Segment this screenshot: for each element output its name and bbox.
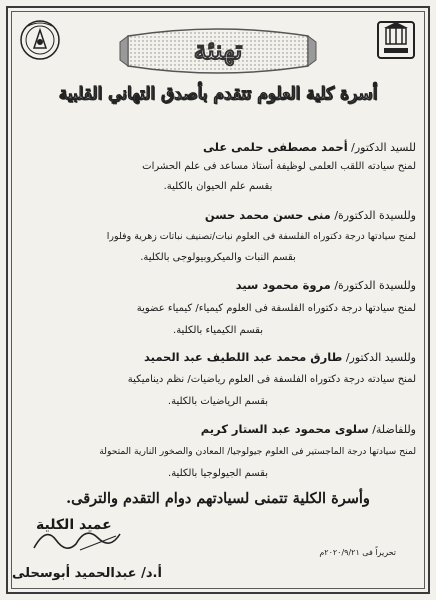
entry-1-title: للسيد الدكتور/ [351, 141, 416, 154]
entry-2-title: وللسيدة الدكتورة/ [334, 209, 416, 222]
university-logo-icon [374, 18, 418, 62]
entry-5-line-2: بقسم الجيولوجيا بالكلية. [168, 468, 268, 479]
entry-2-name-line [20, 208, 416, 223]
entry-3-title: وللسيدة الدكتورة/ [334, 279, 416, 292]
entry-1-name-line [20, 140, 416, 155]
entry-4-name-line [20, 350, 416, 365]
entry-2-name: منى حسن محمد حسن [204, 208, 331, 222]
entry-2-line-1: لمنح سيادتها درجة دكتوراه الفلسفة فى العلوم نبات/تصنيف نباتات زهرية وفلورا [106, 231, 416, 242]
entry-4-name: طارق محمد عبد اللطيف عبد الحميد [143, 350, 343, 364]
headline: أسرة كلية العلوم تتقدم بأصدق التهاني القلبية [58, 84, 378, 104]
entry-3-name: مروة محمود سيد [235, 278, 331, 292]
issue-date: تحريراً فى ٢٠٢٠/٩/٢١م [319, 548, 396, 557]
banner-title: تهنئة [193, 36, 243, 66]
entry-4-line-2: بقسم الرياضيات بالكلية. [167, 396, 269, 407]
entry-1-name: أحمد مصطفى حلمى على [202, 140, 348, 154]
faculty-logo-icon [18, 18, 62, 62]
entry-4-line-1: لمنح سيادته درجة دكتوراه الفلسفة فى العلوم رياضيات/ نظم ديناميكية [127, 374, 416, 385]
entry-3-line-1: لمنح سيادتها درجة دكتوراه الفلسفة فى العلوم كيمياء/ كيمياء عضوية [136, 303, 416, 314]
signatory-name: أ.د/ عبدالحميد أبوسحلى [12, 566, 162, 581]
entry-5-name-line [20, 422, 416, 437]
dean-title: عميد الكلية [36, 517, 112, 533]
handwritten-signature [20, 528, 140, 558]
closing-text: وأسرة الكلية تتمنى لسيادتهم دوام التقدم والترقى. [66, 490, 370, 507]
entry-1-line-1: لمنح سيادته اللقب العلمى لوظيفة أستاذ مساعد فى علم الحشرات [142, 161, 416, 172]
entry-3-name-line [20, 278, 416, 293]
entry-1-line-2: بقسم علم الحيوان بالكلية. [163, 181, 273, 192]
entry-3-line-2: بقسم الكيمياء بالكلية. [173, 325, 263, 336]
entry-2-line-2: بقسم النبات والميكروبيولوجى بالكلية. [140, 252, 296, 263]
entry-5-line-1: لمنح سيادتها درجة الماجستير فى العلوم جيولوجيا/ المعادن والصخور النارية المتحولة [99, 446, 416, 457]
entry-4-title: وللسيد الدكتور/ [345, 351, 416, 364]
entry-5-name: سلوى محمود عبد الستار كريم [200, 422, 369, 436]
entry-5-title: وللفاضلة/ [372, 423, 416, 436]
